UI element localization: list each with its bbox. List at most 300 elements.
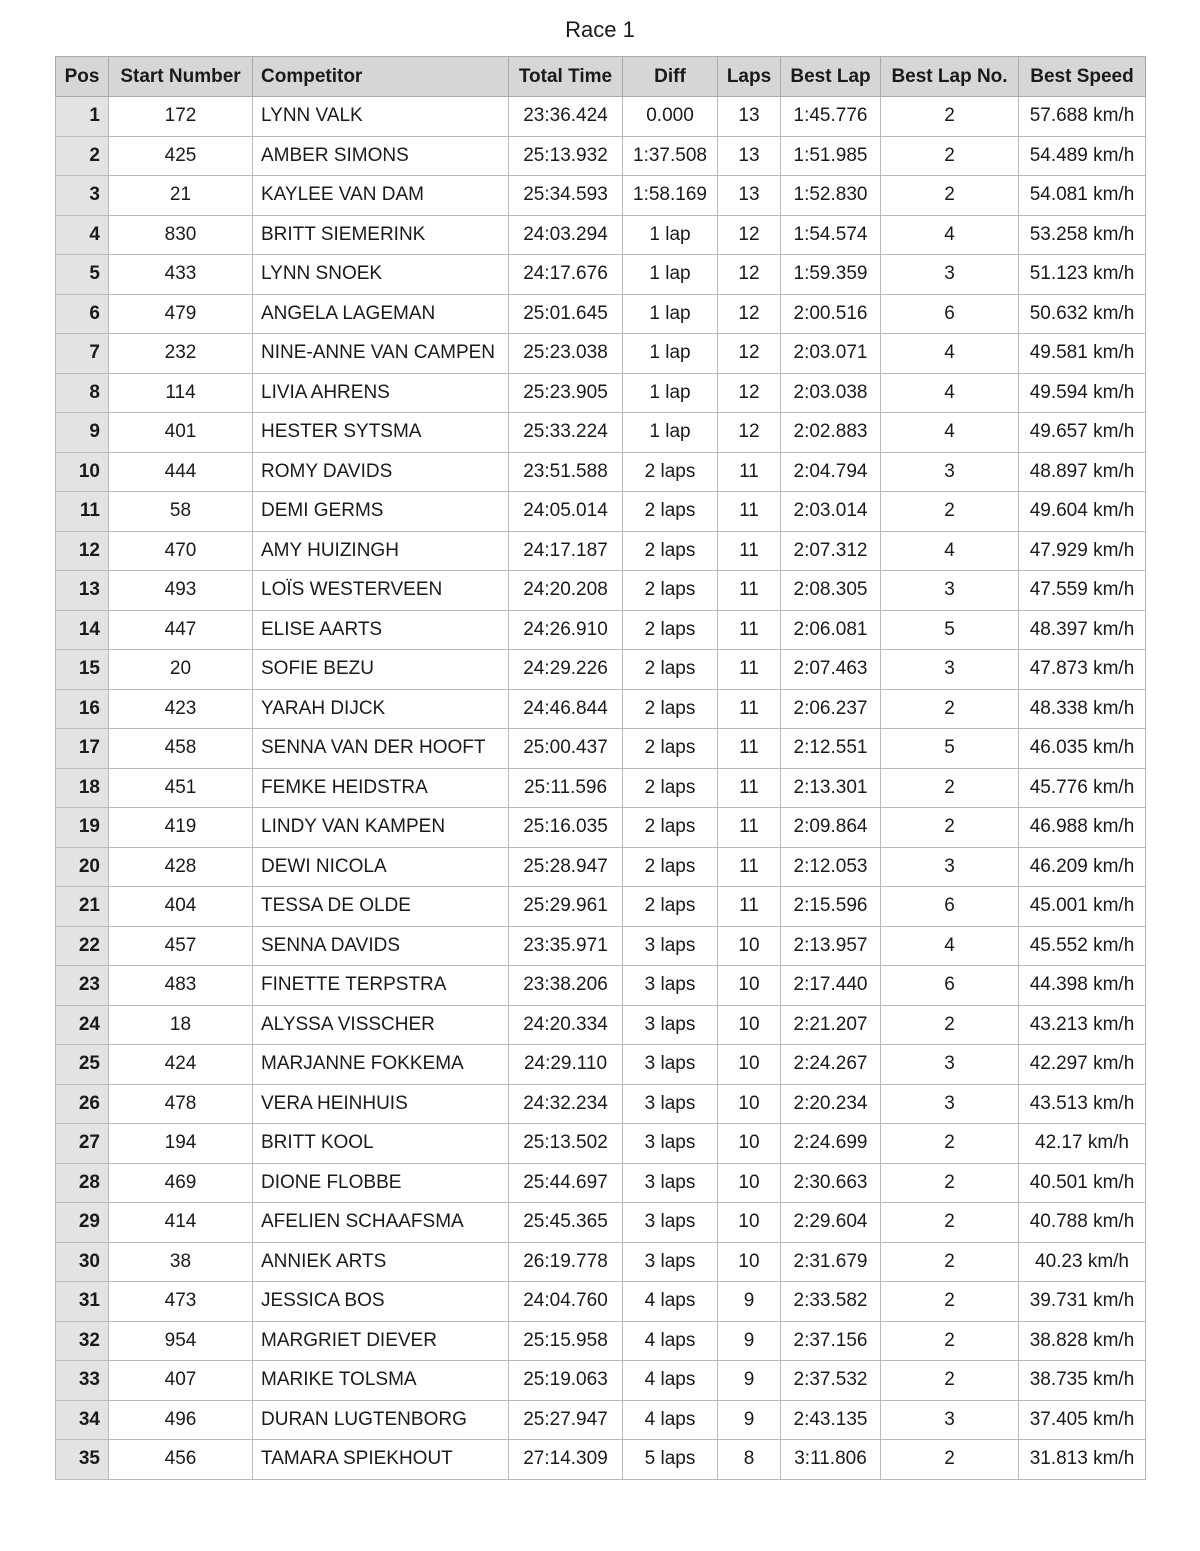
cell-diff: 2 laps [623,847,718,887]
cell-pos: 17 [56,729,109,769]
cell-diff: 2 laps [623,808,718,848]
cell-best-speed: 44.398 km/h [1019,966,1146,1006]
table-row [56,1005,1146,1045]
cell-laps: 11 [718,887,781,927]
cell-competitor: DURAN LUGTENBORG [253,1400,509,1440]
cell-best-speed: 49.581 km/h [1019,334,1146,374]
cell-start-number: 493 [109,571,253,611]
cell-pos: 21 [56,887,109,927]
col-header-total-time: Total Time [509,57,623,97]
cell-best-lap-no: 2 [881,1361,1019,1401]
cell-best-lap: 1:51.985 [781,136,881,176]
cell-best-lap-no: 4 [881,926,1019,966]
cell-best-lap: 2:37.532 [781,1361,881,1401]
cell-pos: 9 [56,413,109,453]
cell-competitor: FEMKE HEIDSTRA [253,768,509,808]
cell-start-number: 483 [109,966,253,1006]
cell-start-number: 172 [109,97,253,137]
cell-best-lap-no: 3 [881,571,1019,611]
cell-total-time: 25:44.697 [509,1163,623,1203]
table-row [56,1361,1146,1401]
cell-competitor: AMY HUIZINGH [253,531,509,571]
cell-competitor: AMBER SIMONS [253,136,509,176]
cell-pos: 22 [56,926,109,966]
cell-total-time: 23:36.424 [509,97,623,137]
cell-laps: 12 [718,215,781,255]
cell-best-lap-no: 4 [881,531,1019,571]
cell-best-lap: 2:17.440 [781,966,881,1006]
cell-best-speed: 45.776 km/h [1019,768,1146,808]
cell-start-number: 423 [109,689,253,729]
table-row [56,492,1146,532]
cell-best-speed: 43.513 km/h [1019,1084,1146,1124]
cell-diff: 2 laps [623,492,718,532]
cell-best-lap: 2:37.156 [781,1321,881,1361]
table-row [56,926,1146,966]
cell-diff: 3 laps [623,1163,718,1203]
cell-diff: 1:58.169 [623,176,718,216]
cell-pos: 25 [56,1045,109,1085]
cell-total-time: 25:28.947 [509,847,623,887]
cell-total-time: 25:13.932 [509,136,623,176]
cell-total-time: 24:17.187 [509,531,623,571]
cell-diff: 2 laps [623,531,718,571]
cell-laps: 11 [718,571,781,611]
cell-best-lap-no: 3 [881,1045,1019,1085]
cell-total-time: 25:00.437 [509,729,623,769]
cell-best-lap-no: 2 [881,1282,1019,1322]
cell-best-speed: 40.788 km/h [1019,1203,1146,1243]
cell-best-speed: 48.397 km/h [1019,610,1146,650]
cell-pos: 18 [56,768,109,808]
cell-competitor: DEMI GERMS [253,492,509,532]
cell-total-time: 24:26.910 [509,610,623,650]
cell-best-lap-no: 2 [881,1124,1019,1164]
cell-pos: 15 [56,650,109,690]
cell-total-time: 24:04.760 [509,1282,623,1322]
cell-laps: 11 [718,847,781,887]
cell-best-speed: 47.559 km/h [1019,571,1146,611]
cell-diff: 3 laps [623,1045,718,1085]
cell-laps: 10 [718,926,781,966]
cell-total-time: 24:20.208 [509,571,623,611]
cell-pos: 33 [56,1361,109,1401]
table-row [56,1163,1146,1203]
cell-laps: 11 [718,768,781,808]
cell-competitor: KAYLEE VAN DAM [253,176,509,216]
cell-competitor: FINETTE TERPSTRA [253,966,509,1006]
cell-laps: 10 [718,1084,781,1124]
cell-total-time: 25:16.035 [509,808,623,848]
cell-laps: 11 [718,610,781,650]
cell-start-number: 479 [109,294,253,334]
table-row [56,334,1146,374]
cell-pos: 8 [56,373,109,413]
cell-total-time: 27:14.309 [509,1440,623,1480]
cell-best-lap: 3:11.806 [781,1440,881,1480]
cell-best-lap-no: 6 [881,887,1019,927]
cell-best-lap-no: 2 [881,176,1019,216]
cell-diff: 1 lap [623,255,718,295]
cell-best-lap: 2:06.081 [781,610,881,650]
cell-best-speed: 31.813 km/h [1019,1440,1146,1480]
cell-best-speed: 37.405 km/h [1019,1400,1146,1440]
cell-start-number: 424 [109,1045,253,1085]
cell-pos: 14 [56,610,109,650]
cell-competitor: DIONE FLOBBE [253,1163,509,1203]
cell-laps: 12 [718,413,781,453]
cell-pos: 6 [56,294,109,334]
cell-best-speed: 50.632 km/h [1019,294,1146,334]
cell-best-lap-no: 4 [881,215,1019,255]
col-header-best-lap: Best Lap [781,57,881,97]
cell-best-speed: 57.688 km/h [1019,97,1146,137]
cell-competitor: LOÏS WESTERVEEN [253,571,509,611]
table-row [56,1124,1146,1164]
cell-best-lap-no: 2 [881,808,1019,848]
cell-diff: 2 laps [623,887,718,927]
cell-competitor: BRITT SIEMERINK [253,215,509,255]
cell-best-lap: 2:15.596 [781,887,881,927]
cell-pos: 7 [56,334,109,374]
cell-diff: 2 laps [623,689,718,729]
cell-best-speed: 40.501 km/h [1019,1163,1146,1203]
cell-best-lap: 2:24.699 [781,1124,881,1164]
cell-laps: 12 [718,255,781,295]
table-row [56,1282,1146,1322]
cell-best-speed: 46.988 km/h [1019,808,1146,848]
cell-competitor: TAMARA SPIEKHOUT [253,1440,509,1480]
cell-total-time: 24:03.294 [509,215,623,255]
cell-pos: 34 [56,1400,109,1440]
cell-laps: 12 [718,294,781,334]
cell-best-speed: 46.035 km/h [1019,729,1146,769]
cell-diff: 3 laps [623,1203,718,1243]
table-row [56,413,1146,453]
cell-diff: 3 laps [623,1005,718,1045]
col-header-laps: Laps [718,57,781,97]
cell-competitor: NINE-ANNE VAN CAMPEN [253,334,509,374]
cell-best-lap-no: 2 [881,1440,1019,1480]
cell-pos: 23 [56,966,109,1006]
cell-start-number: 496 [109,1400,253,1440]
cell-best-lap: 2:08.305 [781,571,881,611]
table-row [56,373,1146,413]
cell-best-lap: 2:24.267 [781,1045,881,1085]
cell-best-speed: 38.828 km/h [1019,1321,1146,1361]
cell-diff: 3 laps [623,966,718,1006]
cell-pos: 26 [56,1084,109,1124]
cell-pos: 32 [56,1321,109,1361]
table-row [56,768,1146,808]
cell-laps: 13 [718,136,781,176]
cell-pos: 2 [56,136,109,176]
cell-laps: 9 [718,1361,781,1401]
cell-best-lap: 2:33.582 [781,1282,881,1322]
cell-competitor: YARAH DIJCK [253,689,509,729]
cell-total-time: 25:15.958 [509,1321,623,1361]
cell-best-lap-no: 6 [881,294,1019,334]
cell-best-speed: 39.731 km/h [1019,1282,1146,1322]
cell-best-lap: 1:54.574 [781,215,881,255]
cell-total-time: 25:23.038 [509,334,623,374]
cell-competitor: MARIKE TOLSMA [253,1361,509,1401]
cell-diff: 1 lap [623,334,718,374]
cell-total-time: 24:05.014 [509,492,623,532]
cell-best-speed: 54.489 km/h [1019,136,1146,176]
cell-best-lap: 1:52.830 [781,176,881,216]
cell-start-number: 114 [109,373,253,413]
cell-diff: 4 laps [623,1282,718,1322]
cell-competitor: TESSA DE OLDE [253,887,509,927]
cell-start-number: 457 [109,926,253,966]
table-row [56,966,1146,1006]
cell-best-speed: 49.594 km/h [1019,373,1146,413]
cell-best-lap: 2:07.312 [781,531,881,571]
table-row [56,571,1146,611]
cell-start-number: 401 [109,413,253,453]
cell-total-time: 25:19.063 [509,1361,623,1401]
cell-pos: 24 [56,1005,109,1045]
cell-best-lap: 2:21.207 [781,1005,881,1045]
cell-best-lap-no: 2 [881,1005,1019,1045]
cell-best-lap-no: 3 [881,1084,1019,1124]
cell-best-lap-no: 4 [881,334,1019,374]
cell-best-lap: 2:03.071 [781,334,881,374]
cell-pos: 35 [56,1440,109,1480]
cell-laps: 11 [718,689,781,729]
cell-best-lap: 2:09.864 [781,808,881,848]
cell-diff: 1 lap [623,294,718,334]
cell-best-lap-no: 2 [881,136,1019,176]
table-row [56,255,1146,295]
col-header-best-speed: Best Speed [1019,57,1146,97]
cell-pos: 19 [56,808,109,848]
table-row [56,808,1146,848]
cell-best-lap-no: 2 [881,1203,1019,1243]
cell-start-number: 18 [109,1005,253,1045]
cell-best-speed: 47.873 km/h [1019,650,1146,690]
results-table [55,56,1146,1480]
cell-laps: 11 [718,452,781,492]
cell-competitor: VERA HEINHUIS [253,1084,509,1124]
cell-competitor: LINDY VAN KAMPEN [253,808,509,848]
cell-pos: 27 [56,1124,109,1164]
cell-diff: 2 laps [623,768,718,808]
table-row [56,176,1146,216]
table-row [56,887,1146,927]
cell-total-time: 24:46.844 [509,689,623,729]
cell-pos: 1 [56,97,109,137]
cell-laps: 10 [718,1242,781,1282]
cell-laps: 9 [718,1282,781,1322]
cell-best-lap: 2:03.014 [781,492,881,532]
cell-start-number: 458 [109,729,253,769]
cell-pos: 11 [56,492,109,532]
table-row [56,1321,1146,1361]
table-row [56,1084,1146,1124]
cell-laps: 13 [718,97,781,137]
col-header-pos: Pos [56,57,109,97]
cell-best-lap: 1:45.776 [781,97,881,137]
cell-diff: 2 laps [623,452,718,492]
cell-pos: 10 [56,452,109,492]
cell-best-lap-no: 5 [881,610,1019,650]
cell-laps: 13 [718,176,781,216]
cell-diff: 2 laps [623,610,718,650]
cell-diff: 3 laps [623,1242,718,1282]
cell-diff: 2 laps [623,650,718,690]
cell-start-number: 425 [109,136,253,176]
cell-best-lap: 2:13.301 [781,768,881,808]
cell-best-lap-no: 2 [881,492,1019,532]
cell-diff: 1:37.508 [623,136,718,176]
cell-pos: 4 [56,215,109,255]
cell-best-lap-no: 3 [881,255,1019,295]
cell-total-time: 23:35.971 [509,926,623,966]
cell-best-speed: 42.297 km/h [1019,1045,1146,1085]
cell-competitor: SENNA DAVIDS [253,926,509,966]
cell-best-lap: 2:03.038 [781,373,881,413]
cell-total-time: 25:34.593 [509,176,623,216]
cell-best-lap: 2:13.957 [781,926,881,966]
cell-competitor: JESSICA BOS [253,1282,509,1322]
cell-start-number: 447 [109,610,253,650]
table-row [56,1440,1146,1480]
cell-best-lap: 2:07.463 [781,650,881,690]
col-header-diff: Diff [623,57,718,97]
cell-competitor: SENNA VAN DER HOOFT [253,729,509,769]
cell-competitor: ELISE AARTS [253,610,509,650]
cell-total-time: 25:23.905 [509,373,623,413]
cell-best-speed: 48.338 km/h [1019,689,1146,729]
cell-diff: 4 laps [623,1400,718,1440]
cell-diff: 1 lap [623,373,718,413]
cell-laps: 9 [718,1400,781,1440]
cell-best-lap: 2:00.516 [781,294,881,334]
cell-start-number: 954 [109,1321,253,1361]
cell-start-number: 232 [109,334,253,374]
cell-best-speed: 48.897 km/h [1019,452,1146,492]
cell-competitor: MARJANNE FOKKEMA [253,1045,509,1085]
cell-start-number: 470 [109,531,253,571]
cell-start-number: 830 [109,215,253,255]
cell-start-number: 38 [109,1242,253,1282]
col-header-competitor: Competitor [253,57,509,97]
cell-start-number: 21 [109,176,253,216]
cell-best-speed: 45.552 km/h [1019,926,1146,966]
cell-start-number: 58 [109,492,253,532]
cell-diff: 4 laps [623,1361,718,1401]
table-row [56,1400,1146,1440]
cell-total-time: 25:11.596 [509,768,623,808]
cell-best-lap: 2:30.663 [781,1163,881,1203]
cell-start-number: 444 [109,452,253,492]
cell-best-lap-no: 6 [881,966,1019,1006]
cell-best-lap: 2:12.053 [781,847,881,887]
cell-start-number: 478 [109,1084,253,1124]
cell-best-lap-no: 2 [881,689,1019,729]
cell-start-number: 451 [109,768,253,808]
cell-laps: 9 [718,1321,781,1361]
cell-competitor: AFELIEN SCHAAFSMA [253,1203,509,1243]
cell-competitor: ALYSSA VISSCHER [253,1005,509,1045]
cell-best-lap-no: 2 [881,97,1019,137]
cell-total-time: 24:29.110 [509,1045,623,1085]
cell-best-lap: 2:29.604 [781,1203,881,1243]
cell-diff: 4 laps [623,1321,718,1361]
cell-competitor: LIVIA AHRENS [253,373,509,413]
cell-total-time: 25:01.645 [509,294,623,334]
cell-best-lap-no: 2 [881,1163,1019,1203]
table-row [56,689,1146,729]
cell-total-time: 24:29.226 [509,650,623,690]
cell-best-lap-no: 2 [881,768,1019,808]
cell-pos: 13 [56,571,109,611]
cell-total-time: 25:45.365 [509,1203,623,1243]
cell-laps: 10 [718,1163,781,1203]
cell-best-speed: 47.929 km/h [1019,531,1146,571]
cell-best-lap: 2:20.234 [781,1084,881,1124]
page-title: Race 1 [565,17,635,42]
cell-laps: 11 [718,531,781,571]
cell-diff: 3 laps [623,1124,718,1164]
cell-best-speed: 42.17 km/h [1019,1124,1146,1164]
cell-total-time: 26:19.778 [509,1242,623,1282]
cell-laps: 12 [718,334,781,374]
cell-best-speed: 53.258 km/h [1019,215,1146,255]
cell-pos: 16 [56,689,109,729]
cell-diff: 0.000 [623,97,718,137]
cell-laps: 11 [718,729,781,769]
cell-start-number: 194 [109,1124,253,1164]
table-row [56,452,1146,492]
cell-best-speed: 45.001 km/h [1019,887,1146,927]
cell-diff: 2 laps [623,571,718,611]
cell-start-number: 428 [109,847,253,887]
cell-laps: 10 [718,1203,781,1243]
cell-best-lap-no: 2 [881,1321,1019,1361]
cell-diff: 3 laps [623,1084,718,1124]
cell-best-lap-no: 2 [881,1242,1019,1282]
cell-best-lap-no: 3 [881,847,1019,887]
header-row [56,57,1146,97]
cell-diff: 1 lap [623,215,718,255]
cell-pos: 31 [56,1282,109,1322]
cell-best-lap-no: 4 [881,413,1019,453]
cell-diff: 5 laps [623,1440,718,1480]
cell-competitor: DEWI NICOLA [253,847,509,887]
cell-laps: 12 [718,373,781,413]
cell-best-speed: 40.23 km/h [1019,1242,1146,1282]
cell-pos: 28 [56,1163,109,1203]
cell-start-number: 20 [109,650,253,690]
cell-pos: 3 [56,176,109,216]
table-row [56,847,1146,887]
cell-best-speed: 54.081 km/h [1019,176,1146,216]
table-row [56,97,1146,137]
cell-competitor: ROMY DAVIDS [253,452,509,492]
cell-best-lap: 2:04.794 [781,452,881,492]
cell-best-lap-no: 3 [881,1400,1019,1440]
cell-start-number: 407 [109,1361,253,1401]
table-row [56,650,1146,690]
cell-start-number: 456 [109,1440,253,1480]
cell-best-lap: 2:12.551 [781,729,881,769]
table-row [56,215,1146,255]
table-row [56,1045,1146,1085]
cell-diff: 2 laps [623,729,718,769]
